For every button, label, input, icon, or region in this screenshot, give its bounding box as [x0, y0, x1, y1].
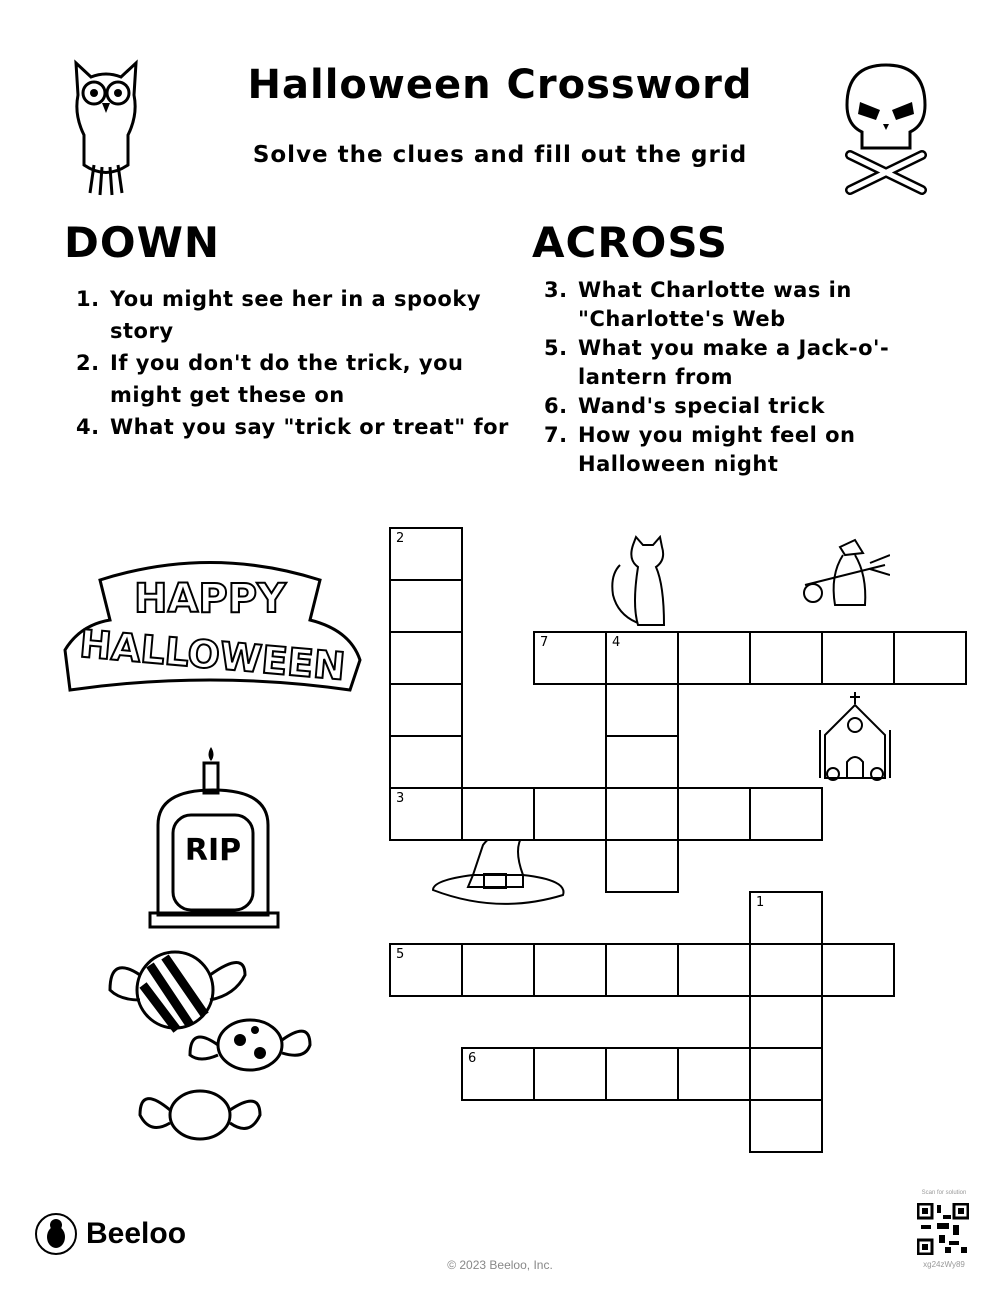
clue-text: How you might feel on Halloween night	[578, 423, 856, 476]
across-clue-3	[544, 276, 904, 334]
crossword-cell[interactable]	[605, 631, 679, 685]
svg-text:HAPPY: HAPPY	[133, 576, 287, 622]
crossword-cell[interactable]	[461, 1047, 535, 1101]
crossword-cell[interactable]	[821, 943, 895, 997]
haunted-house-illustration	[815, 690, 895, 785]
clue-text: What Charlotte was in "Charlotte's Web	[578, 278, 852, 331]
clue-number-label: 5	[396, 947, 405, 962]
crossword-cell[interactable]	[533, 787, 607, 841]
crossword-cell[interactable]	[749, 1099, 823, 1153]
clue-text: If you don't do the trick, you might get these on	[110, 351, 464, 407]
crossword-cell[interactable]	[749, 995, 823, 1049]
crossword-cell[interactable]	[893, 631, 967, 685]
across-clue-7	[544, 421, 904, 479]
across-heading: ACROSS	[532, 218, 728, 267]
clue-text: Wand's special trick	[578, 394, 825, 418]
svg-text:HALLOWEEN: HALLOWEEN	[77, 621, 347, 689]
crossword-cell[interactable]	[677, 943, 751, 997]
crossword-cell[interactable]	[749, 943, 823, 997]
clue-number-label: 7	[540, 635, 549, 650]
crossword-cell[interactable]	[389, 631, 463, 685]
witch-on-broom-illustration	[795, 535, 890, 630]
clue-text: What you say "trick or treat" for	[110, 415, 509, 439]
rip-text: RIP	[184, 833, 242, 868]
crossword-cell[interactable]	[749, 1047, 823, 1101]
clue-number: 6.	[544, 394, 568, 418]
clue-number: 5.	[544, 336, 568, 360]
clue-text: What you make a Jack-o'-lantern from	[578, 336, 890, 389]
crossword-cell[interactable]	[461, 787, 535, 841]
crossword-cell[interactable]	[677, 787, 751, 841]
happy-halloween-illustration	[60, 550, 365, 720]
crossword-cell[interactable]	[389, 683, 463, 737]
crossword-cell[interactable]	[749, 787, 823, 841]
clue-number-label: 2	[396, 531, 405, 546]
crossword-cell[interactable]	[461, 943, 535, 997]
clue-number-label: 3	[396, 791, 405, 806]
down-clues	[76, 283, 524, 443]
crossword-cell[interactable]	[605, 787, 679, 841]
clue-number: 7.	[544, 423, 568, 447]
crossword-cell[interactable]	[749, 631, 823, 685]
clue-number: 2.	[76, 351, 100, 375]
down-clue-4	[76, 411, 524, 443]
crossword-cell[interactable]	[605, 1047, 679, 1101]
crossword-cell[interactable]	[389, 527, 463, 581]
clue-number-label: 6	[468, 1051, 477, 1066]
crossword-cell[interactable]	[821, 631, 895, 685]
clue-text: You might see her in a spooky story	[110, 287, 482, 343]
clue-number-label: 1	[756, 895, 765, 910]
crossword-cell[interactable]	[749, 891, 823, 945]
crossword-cell[interactable]	[389, 943, 463, 997]
down-clue-2	[76, 347, 524, 411]
candies-illustration	[105, 945, 320, 1155]
clue-number: 1.	[76, 287, 100, 311]
down-clue-1	[76, 283, 524, 347]
crossword-cell[interactable]	[605, 683, 679, 737]
page-subtitle: Solve the clues and fill out the grid	[252, 142, 748, 168]
across-clue-5	[544, 334, 904, 392]
across-clues	[544, 276, 904, 479]
across-clue-6	[544, 392, 904, 421]
tombstone-illustration	[148, 745, 283, 930]
crossword-cell[interactable]	[389, 579, 463, 633]
crossword-cell[interactable]	[533, 943, 607, 997]
bee-icon	[34, 1212, 78, 1256]
cat-illustration	[608, 535, 678, 630]
page-title: Halloween Crossword	[247, 62, 753, 108]
clue-number-label: 4	[612, 635, 621, 650]
crossword-cell[interactable]	[533, 1047, 607, 1101]
qr-code-icon[interactable]	[917, 1203, 969, 1255]
brand-name: Beeloo	[86, 1217, 187, 1250]
beeloo-logo	[34, 1212, 186, 1256]
crossword-cell[interactable]	[389, 787, 463, 841]
down-heading: DOWN	[64, 218, 221, 267]
copyright: © 2023 Beeloo, Inc.	[447, 1258, 553, 1272]
crossword-cell[interactable]	[605, 943, 679, 997]
clue-number: 4.	[76, 415, 100, 439]
crossword-cell[interactable]	[677, 631, 751, 685]
crossword-cell[interactable]	[389, 735, 463, 789]
qr-code-text: xg24zWy89	[923, 1260, 965, 1269]
clue-number: 3.	[544, 278, 568, 302]
crossword-cell[interactable]	[605, 735, 679, 789]
crossword-cell[interactable]	[605, 839, 679, 893]
crossword-cell[interactable]	[677, 1047, 751, 1101]
qr-label: Scan for solution	[921, 1190, 967, 1196]
crossword-cell[interactable]	[533, 631, 607, 685]
